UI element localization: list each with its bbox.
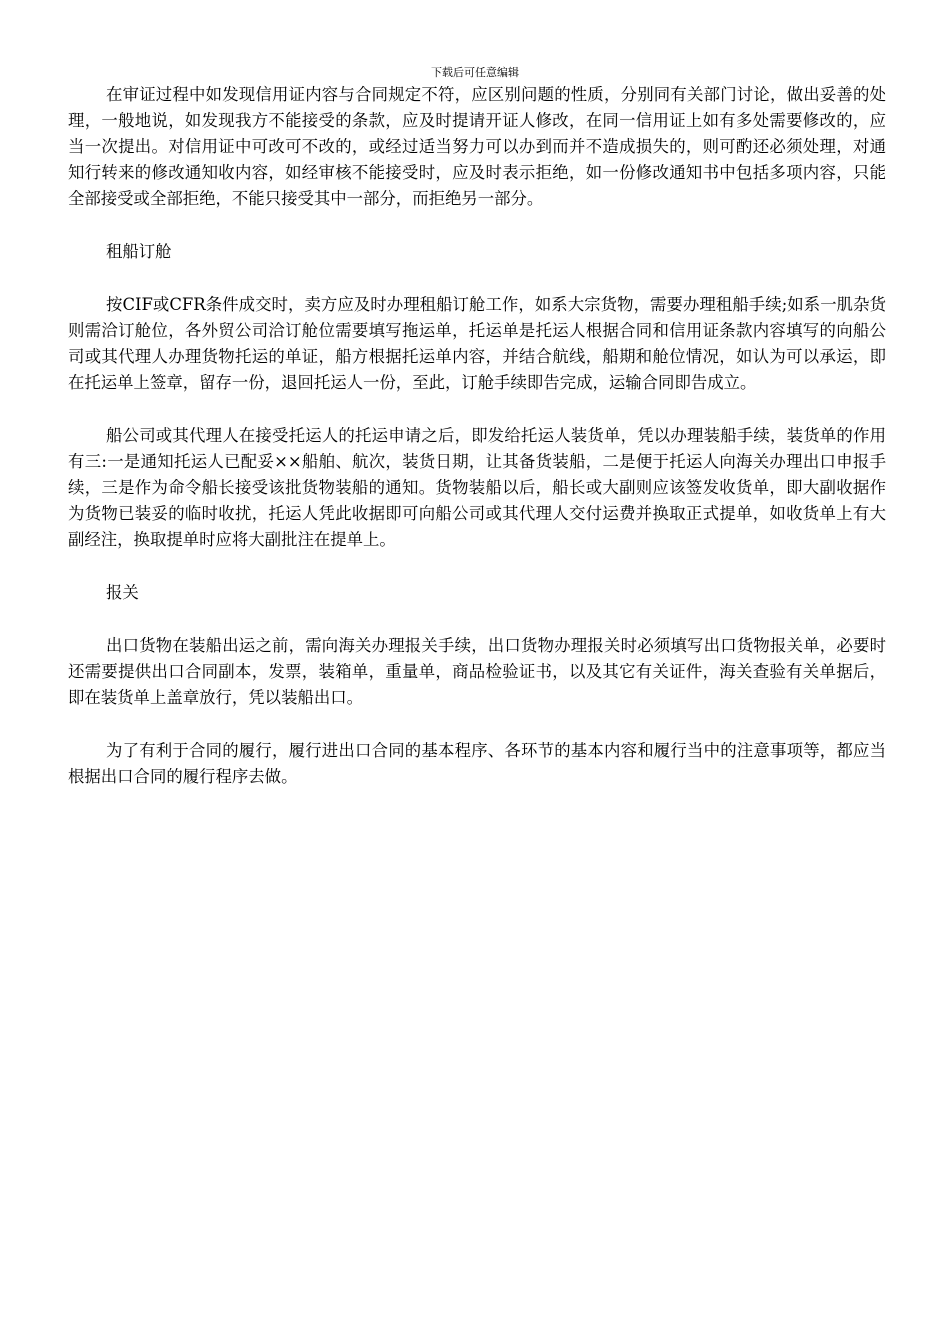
paragraph-credit-review: 在审证过程中如发现信用证内容与合同规定不符，应区别问题的性质，分别同有关部门讨论，做出妥善的处理，一般地说，如发现我方不能接受的条款，应及时提请开证人修改，在同一信用证上如有多处需要修改的，应当一次提出。对信用证中可改可不改的，或经过适当努力可以办到而并不造成损失的，则可酌还必须处理，对通知行转来的修改通知收内容，如经审核不能接受时，应及时表示拒绝，如一份修改通知书中包括多项内容，只能全部接受或全部拒绝，不能只接受其中一部分，而拒绝另一部分。 <box>68 85 886 208</box>
document-body <box>68 82 886 817</box>
page-header-note: 下载后可任意编辑 <box>431 66 519 79</box>
paragraph-conclusion: 为了有利于合同的履行，履行进出口合同的基本程序、各环节的基本内容和履行当中的注意事项等，都应当根据出口合同的履行程序去做。 <box>68 741 886 786</box>
paragraph-customs: 出口货物在装船出运之前，需向海关办理报关手续，出口货物办理报关时必须填写出口货物报关单，必要时还需要提供出口合同副本，发票，装箱单，重量单，商品检验证书，以及其它有关证件，海关查验有关单据后，即在装货单上盖章放行，凭以装船出口。 <box>68 636 886 707</box>
paragraph-shipping-order: 船公司或其代理人在接受托运人的托运申请之后，即发给托运人装货单，凭以办理装船手续，装货单的作用有三:一是通知托运人已配妥××船舶、航次，装货日期，让其备货装船，二是便于托运人向海关办理出口申报手续，三是作为命令船长接受该批货物装船的通知。货物装船以后，船长或大副则应该签发收货单，即大副收据作为货物已装妥的临时收扰，托运人凭此收据即可向船公司或其代理人交付运费并换取正式提单，如收货单上有大副经注，换取提单时应将大副批注在提单上。 <box>68 426 886 549</box>
section-heading-chartering: 租船订舱 <box>106 242 172 261</box>
section-heading-customs: 报关 <box>106 583 139 602</box>
paragraph-chartering: 按CIF或CFR条件成交时，卖方应及时办理租船订舱工作，如系大宗货物，需要办理租船手续;如系一肌杂货则需洽订舱位，各外贸公司洽订舱位需要填写拖运单，托运单是托运人根据合同和信用证条款内容填写的向船公司或其代理人办理货物托运的单证，船方根据托运单内容，并结合航线，船期和舱位情况，如认为可以承运，即在托运单上签章，留存一份，退回托运人一份，至此，订舱手续即告完成，运输合同即告成立。 <box>68 295 886 392</box>
